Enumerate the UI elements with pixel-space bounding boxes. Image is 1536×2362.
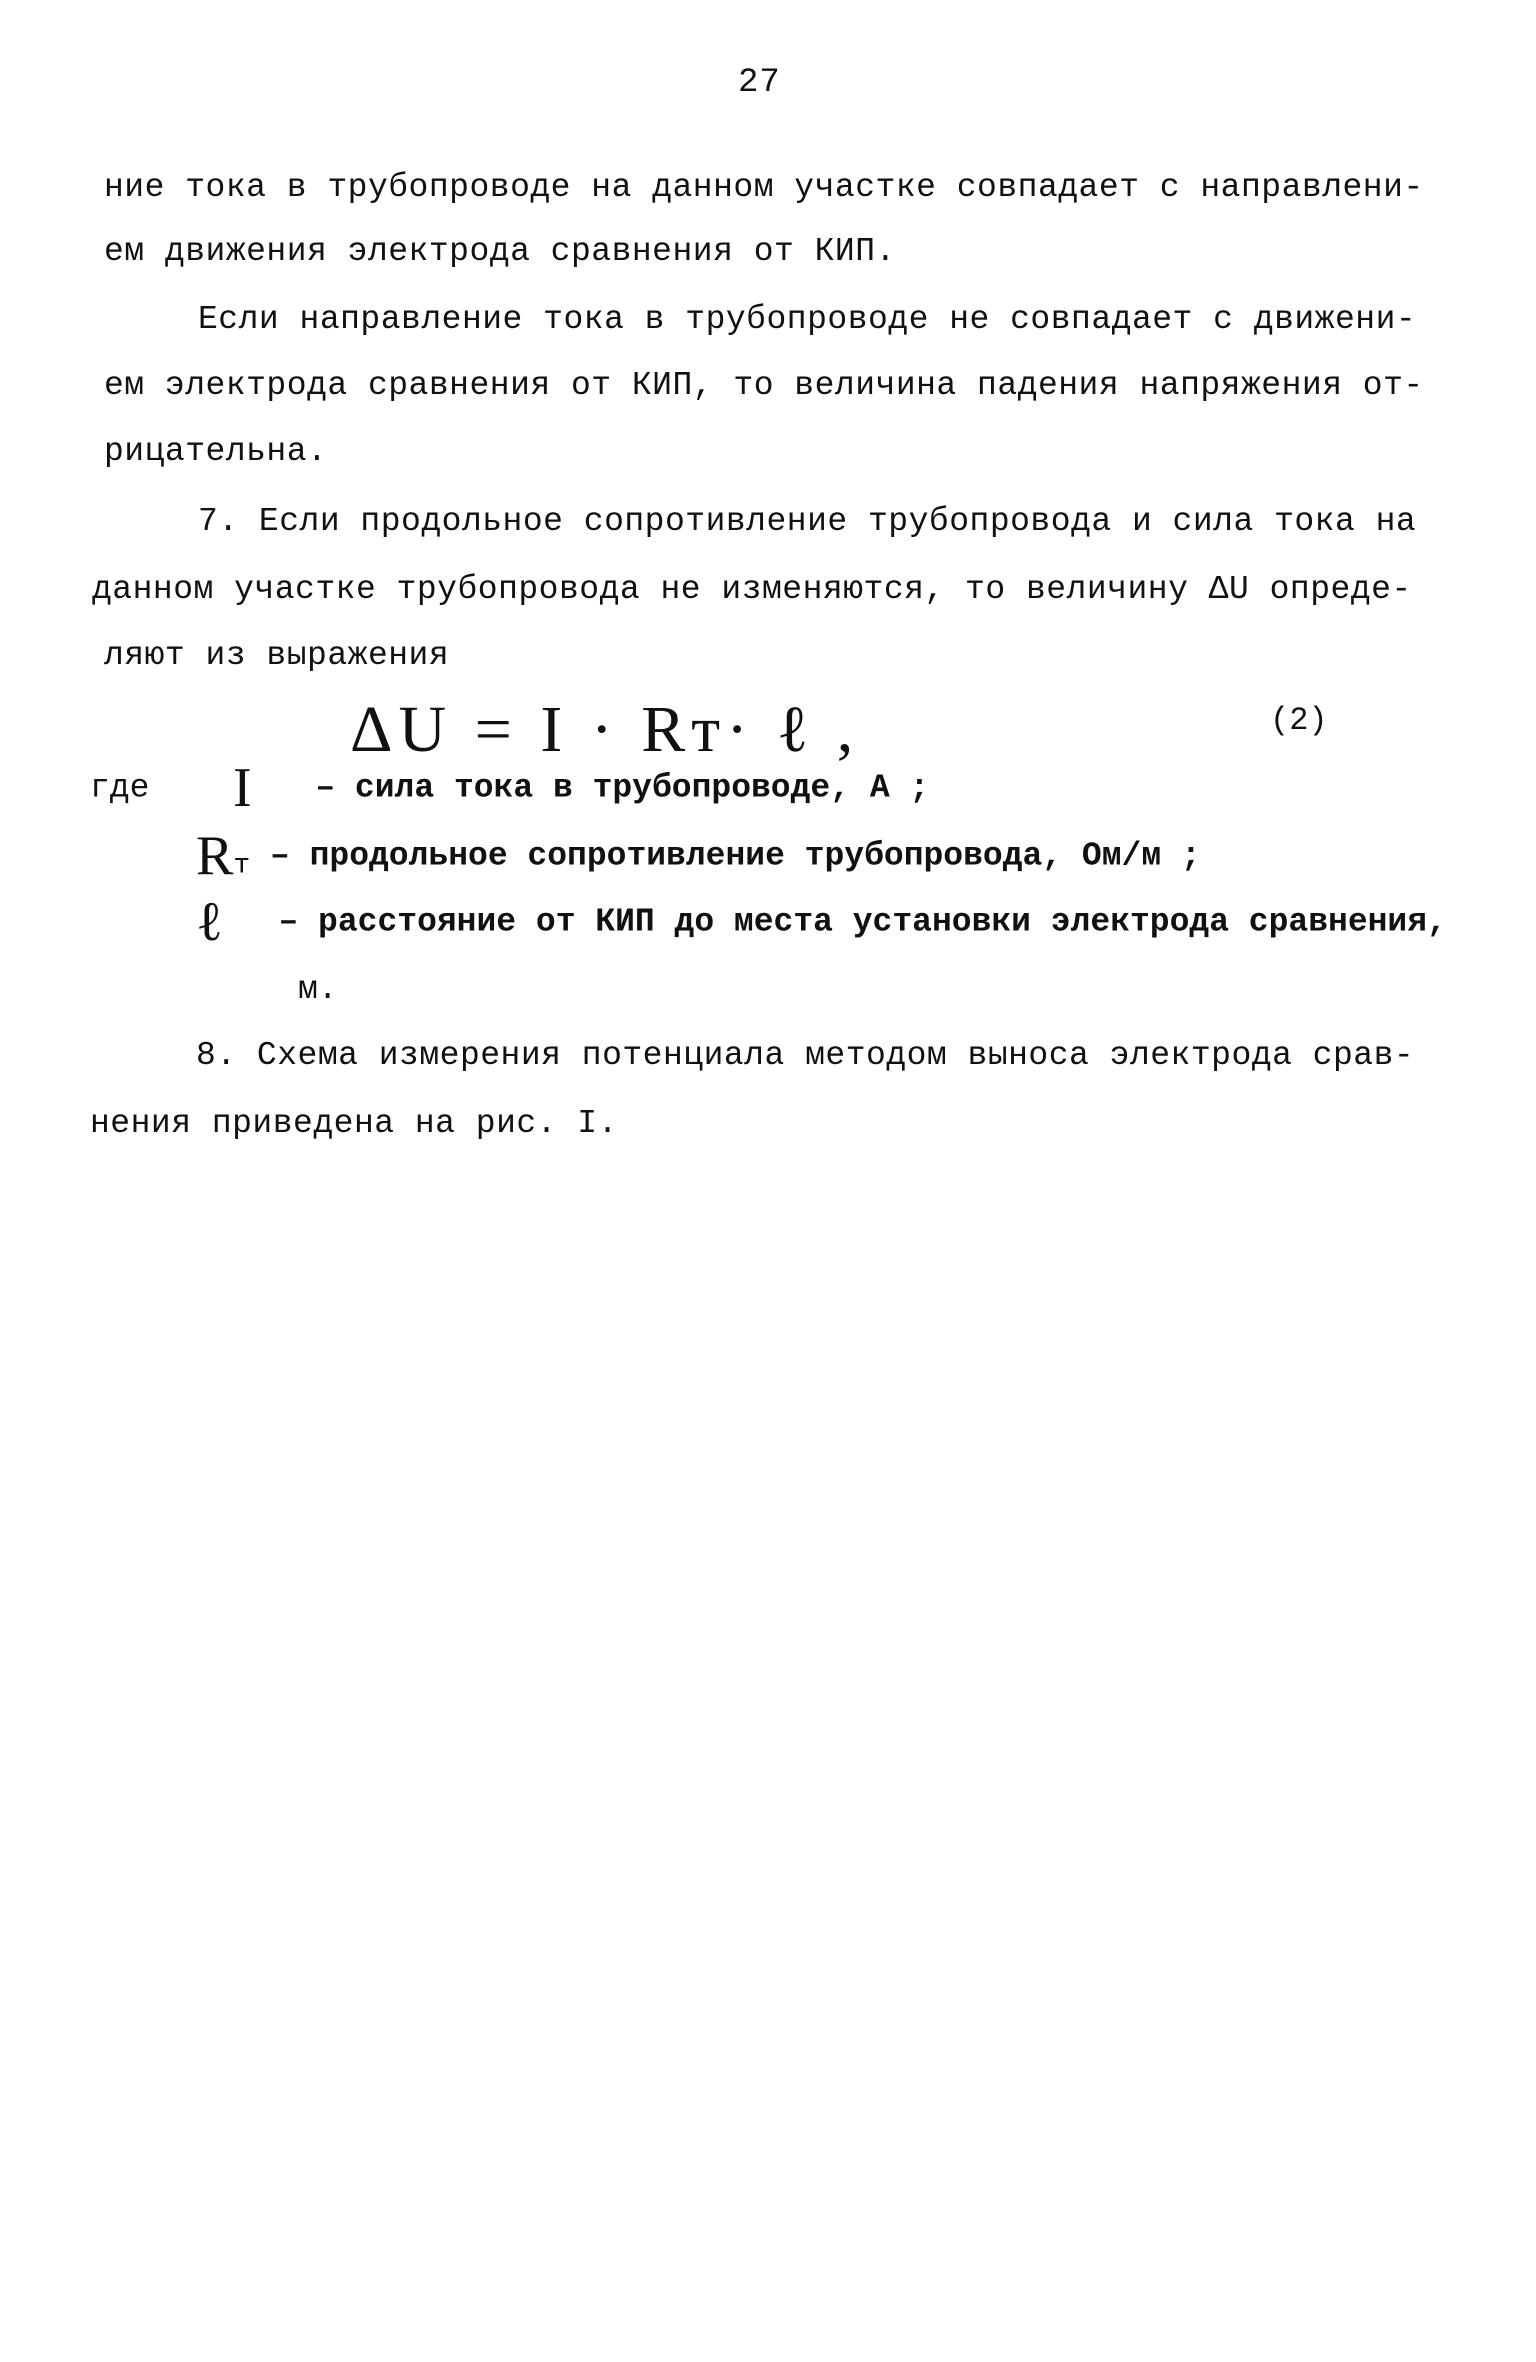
definition-resistance-text: – продольное сопротивление трубопровода, Ом/м ; bbox=[269, 837, 1201, 875]
definition-distance-unit: м. bbox=[298, 971, 338, 1008]
paragraph-2-line-1: Если направление тока в трубопроводе не совпадает с движени- bbox=[198, 301, 1417, 338]
definition-current-text: – сила тока в трубопроводе, А ; bbox=[315, 769, 930, 807]
paragraph-3-line-2: данном участке трубопровода не изменяются, то величину ΔU опреде- bbox=[92, 571, 1412, 608]
page-number: 27 bbox=[738, 64, 781, 102]
paragraph-2-line-2: ем электрода сравнения от КИП, то величина падения напряжения от- bbox=[104, 367, 1424, 404]
definition-row-distance bbox=[196, 891, 1447, 953]
definition-row-current bbox=[90, 757, 930, 819]
paragraph-2-line-3: рицательна. bbox=[104, 433, 328, 470]
paragraph-3-line-1: 7. Если продольное сопротивление трубопровода и сила тока на bbox=[198, 503, 1417, 540]
paragraph-4-line-2: нения приведена на рис. I. bbox=[90, 1105, 618, 1142]
paragraph-1-line-2: ем движения электрода сравнения от КИП. bbox=[104, 233, 896, 270]
paragraph-3-line-3: ляют из выражения bbox=[104, 637, 450, 674]
definition-row-distance-unit bbox=[298, 970, 338, 1010]
symbol-distance: ℓ bbox=[196, 891, 223, 953]
symbol-resistance-subscript: т bbox=[233, 850, 251, 882]
paragraph-1-line-1: ние тока в трубопроводе на данном участке совпадает с направлени- bbox=[104, 169, 1424, 206]
definition-row-resistance bbox=[196, 825, 1201, 887]
definition-distance-text: – расстояние от КИП до места установки электрода сравнения, bbox=[278, 903, 1447, 941]
formula-number: (2) bbox=[1270, 702, 1328, 739]
formula: ΔU = I · Rт· ℓ , bbox=[350, 693, 860, 766]
where-label: где bbox=[90, 769, 150, 807]
symbol-resistance: R bbox=[196, 825, 234, 887]
paragraph-4-line-1: 8. Схема измерения потенциала методом выноса электрода срав- bbox=[196, 1037, 1415, 1074]
symbol-current: I bbox=[233, 757, 252, 819]
